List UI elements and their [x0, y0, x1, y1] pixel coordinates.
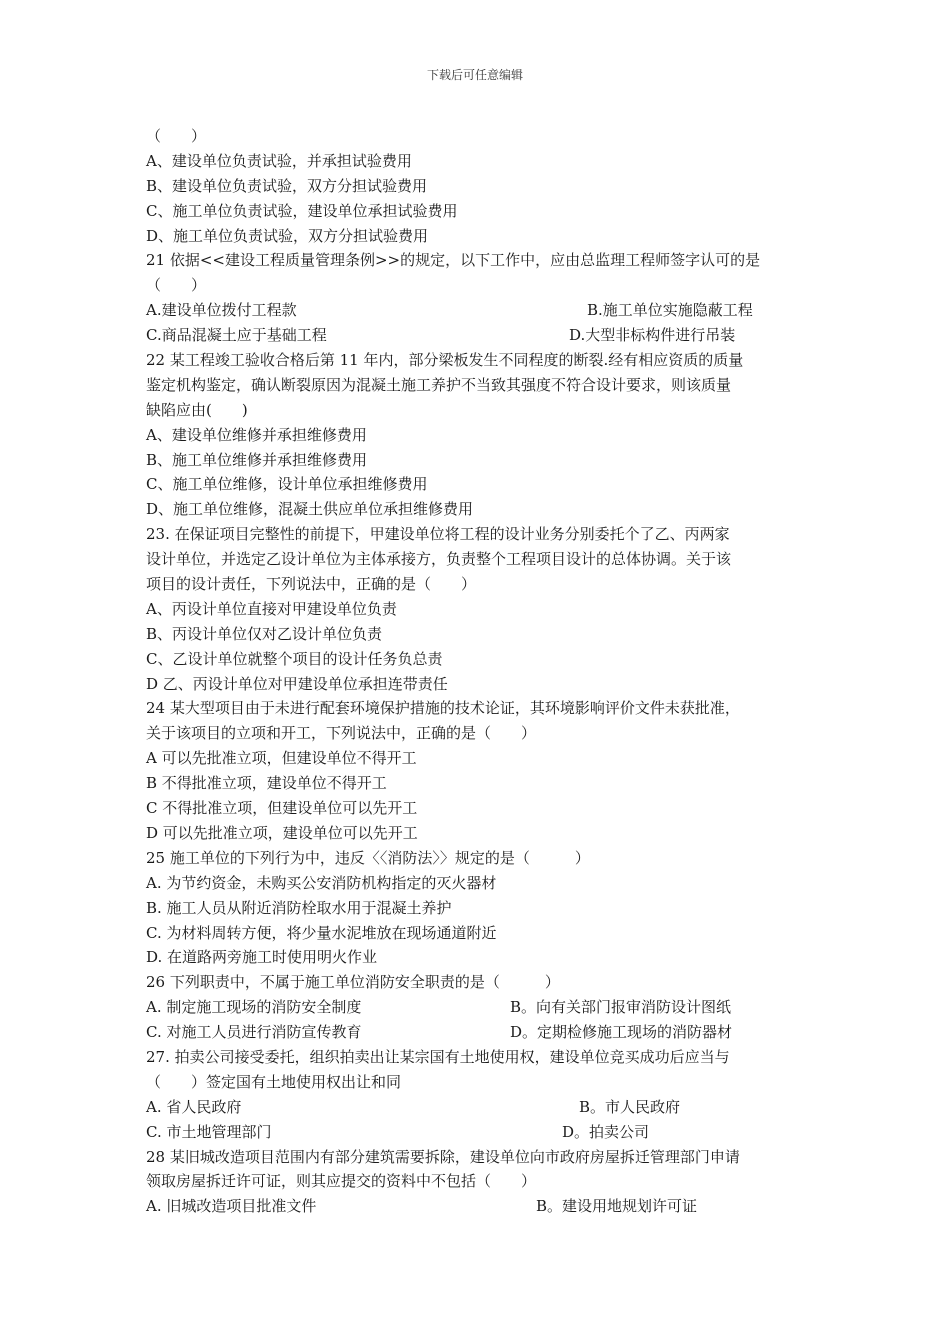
- q24-option-a: A 可以先批准立项，但建设单位不得开工: [146, 749, 417, 768]
- q22-option-d: D、施工单位维修，混凝土供应单位承担维修费用: [146, 500, 474, 519]
- q25-option-a: A. 为节约资金，未购买公安消防机构指定的灭火器材: [146, 873, 497, 892]
- q26-option-d: D。定期检修施工现场的消防器材: [510, 1023, 733, 1042]
- q25-option-c: C. 为材料周转方便，将少量水泥堆放在现场通道附近: [146, 923, 497, 942]
- q23-option-a: A、丙设计单位直接对甲建设单位负责: [146, 599, 397, 618]
- q26-options-row-1: [146, 995, 806, 1020]
- option-c: C、施工单位负责试验，建设单位承担试验费用: [146, 201, 458, 220]
- q27-options-row-2: [146, 1120, 806, 1145]
- question-22-line-3: 缺陷应由( ): [146, 400, 248, 419]
- question-26: 26 下列职责中，不属于施工单位消防安全职责的是（ ）: [146, 973, 560, 992]
- question-23-line-1: 23. 在保证项目完整性的前提下，甲建设单位将工程的设计业务分别委托个了乙、丙两家: [146, 525, 730, 544]
- q28-option-b: B。建设用地规划许可证: [536, 1197, 698, 1216]
- option-b: B、建设单位负责试验，双方分担试验费用: [146, 176, 428, 195]
- q26-option-b: B。向有关部门报审消防设计图纸: [510, 998, 732, 1017]
- q24-option-d: D 可以先批准立项，建设单位可以先开工: [146, 823, 418, 842]
- q21-option-c: C.商品混凝土应于基础工程: [146, 326, 327, 345]
- question-22-line-1: 22 某工程竣工验收合格后第 11 年内，部分梁板发生不同程度的断裂.经有相应资质的质量: [146, 351, 744, 370]
- document-body: [146, 124, 806, 1219]
- q21-option-a: A.建设单位拨付工程款: [146, 301, 297, 320]
- q22-option-c: C、施工单位维修，设计单位承担维修费用: [146, 475, 428, 494]
- q21-option-d: D.大型非标构件进行吊装: [569, 326, 736, 345]
- q27-options-row-1: [146, 1095, 806, 1120]
- question-21: 21 依据<<建设工程质量管理条例>>的规定，以下工作中，应由总监理工程师签字认可的是: [146, 251, 761, 270]
- blank-parentheses: （ ）: [146, 127, 207, 145]
- question-23-line-3: 项目的设计责任，下列说法中，正确的是（ ）: [146, 575, 477, 594]
- question-21-blank: （ ）: [146, 276, 207, 295]
- question-23-line-2: 设计单位，并选定乙设计单位为主体承接方，负责整个工程项目设计的总体协调。关于该: [146, 550, 732, 569]
- q27-option-b: B。市人民政府: [579, 1097, 681, 1116]
- q22-option-a: A、建设单位维修并承担维修费用: [146, 425, 367, 444]
- question-27-line-1: 27. 拍卖公司接受委托，组织拍卖出让某宗国有土地使用权，建设单位竞买成功后应当与: [146, 1047, 730, 1066]
- q25-option-b: B. 施工人员从附近消防栓取水用于混凝土养护: [146, 898, 452, 917]
- q24-option-c: C 不得批准立项，但建设单位可以先开工: [146, 799, 418, 818]
- question-24-line-2: 关于该项目的立项和开工，下列说法中，正确的是（ ）: [146, 724, 537, 743]
- q25-option-d: D. 在道路两旁施工时使用明火作业: [146, 948, 378, 967]
- q23-option-c: C、乙设计单位就整个项目的设计任务负总责: [146, 649, 443, 668]
- q28-option-a: A. 旧城改造项目批准文件: [146, 1197, 317, 1216]
- q26-option-a: A. 制定施工现场的消防安全制度: [146, 998, 362, 1017]
- question-24-line-1: 24 某大型项目由于未进行配套环境保护措施的技术论证，其环境影响评价文件未获批准，: [146, 699, 740, 718]
- q27-option-a: A. 省人民政府: [146, 1097, 242, 1116]
- page-header: 下载后可任意编辑: [426, 68, 523, 82]
- question-25: 25 施工单位的下列行为中，违反〈〈消防法〉〉规定的是（ ）: [146, 848, 590, 867]
- q21-options-row-2: [146, 323, 806, 348]
- q21-option-b: B.施工单位实施隐蔽工程: [587, 301, 753, 320]
- q22-option-b: B、施工单位维修并承担维修费用: [146, 450, 368, 469]
- q23-option-d: D 乙、丙设计单位对甲建设单位承担连带责任: [146, 674, 448, 693]
- q27-option-c: C. 市土地管理部门: [146, 1122, 272, 1141]
- question-28-line-2: 领取房屋拆迁许可证，则其应提交的资料中不包括（ ）: [146, 1172, 537, 1191]
- option-d: D、施工单位负责试验，双方分担试验费用: [146, 226, 429, 245]
- question-22-line-2: 鉴定机构鉴定，确认断裂原因为混凝土施工养护不当致其强度不符合设计要求，则该质量: [146, 375, 732, 394]
- q23-option-b: B、丙设计单位仅对乙设计单位负责: [146, 624, 383, 643]
- q26-option-c: C. 对施工人员进行消防宣传教育: [146, 1023, 362, 1042]
- option-a: A、建设单位负责试验，并承担试验费用: [146, 151, 412, 170]
- q24-option-b: B 不得批准立项，建设单位不得开工: [146, 774, 387, 793]
- q21-options-row-1: [146, 298, 806, 323]
- q27-option-d: D。拍卖公司: [562, 1122, 650, 1141]
- question-27-line-2: （ ）签定国有土地使用权出让和同: [146, 1072, 402, 1091]
- question-28-line-1: 28 某旧城改造项目范围内有部分建筑需要拆除，建设单位向市政府房屋拆迁管理部门申请: [146, 1147, 740, 1166]
- q28-options-row-1: [146, 1194, 806, 1219]
- q26-options-row-2: [146, 1020, 806, 1045]
